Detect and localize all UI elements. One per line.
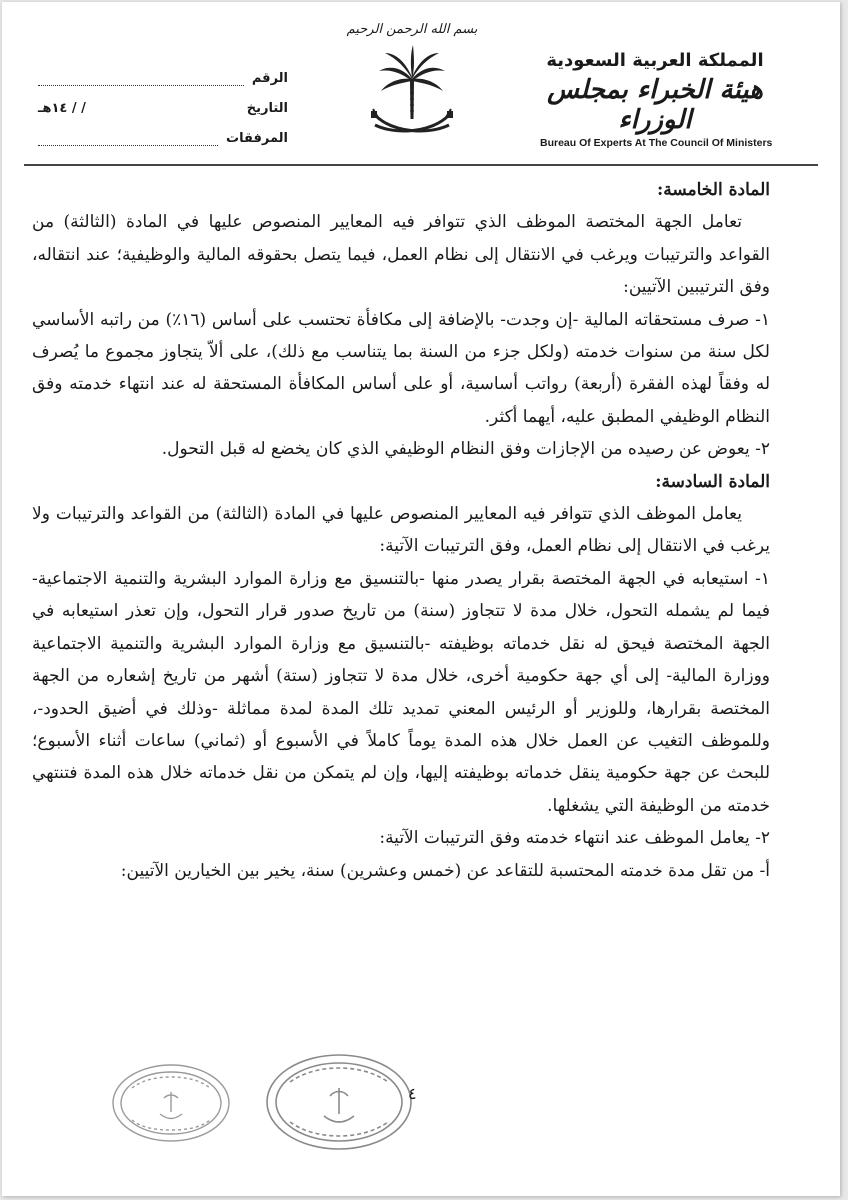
document-body <box>32 174 770 887</box>
item-number: ١- <box>748 568 770 589</box>
date-label: التاريخ <box>246 101 288 116</box>
article5-item-1 <box>32 304 770 434</box>
kingdom-name: المملكة العربية السعودية <box>546 50 764 71</box>
number-line <box>38 71 244 86</box>
organization-header <box>540 50 773 149</box>
article6-item-2 <box>32 822 770 854</box>
bureau-name-english: Bureau Of Experts At The Council Of Ministers <box>540 137 773 149</box>
reference-fields <box>38 64 288 154</box>
article6-heading: المادة السادسة: <box>655 471 770 492</box>
article6-intro: يعامل الموظف الذي تتوافر فيه المعايير المنصوص عليها في المادة (الثالثة) من القواعد والترتيبات ولا يرغب في الانتقال إلى نظام العمل، وفق الترتيبات الآتية: <box>32 504 770 557</box>
article6-subitem-a <box>32 855 770 887</box>
page-number: ٤ <box>408 1084 417 1103</box>
item-text: صرف مستحقاته المالية -إن وجدت- بالإضافة إلى مكافأة تحتسب على أساس (١٦٪) من راتبه الأساسي لكل سنة من سنوات خدمته (ولكل جزء من السنة بما يتناسب مع ذلك)، على ألاّ يتجاوز مجموع ما يُصرف له وفقاً لهذه الفقرة (أربعة) رواتب أساسية، أو على أساس المكافأة المستحقة له عند انتهاء خدمته وفق النظام الوظيفي المطبق عليه، أيهما أكثر. <box>32 309 770 427</box>
item-text: يعوض عن رصيده من الإجازات وفق النظام الوظيفي الذي كان يخضع له قبل التحول. <box>161 439 750 460</box>
article5-intro: تعامل الجهة المختصة الموظف الذي تتوافر فيه المعايير المنصوص عليها في المادة (الثالثة) من القواعد والترتيبات ويرغب في الانتقال إلى نظام العمل، فيما يتصل بحقوقه المالية والوظيفية؛ عند انتقاله، وفق الترتيبين الآتيين: <box>32 212 770 298</box>
subitem-text: من تقل مدة خدمته المحتسبة للتقاعد عن (خمس وعشرين) سنة، يخير بين الخيارين الآتيين: <box>120 860 755 881</box>
subitem-label: أ- <box>754 860 770 881</box>
item-number: ٢- <box>749 828 770 849</box>
header-divider <box>24 164 818 166</box>
item-text: استيعابه في الجهة المختصة بقرار يصدر منها -بالتنسيق مع وزارة الموارد البشرية والتنمية الاجتماعية- فيما لم يشمله التحول، خلال مدة لا تتجاوز (سنة) من تاريخ صدور قرار التحول، وإن تعذر استيعابه في الجهة المختصة فيحق له نقل خدماته بوظيفته -بالتنسيق مع وزارة الموارد البشرية والتنمية الاجتماعية ووزارة المالية- إلى أي جهة حكومية أخرى، خلال مدة لا تتجاوز (ستة) أشهر من تاريخ إشعاره من الجهة المختصة بقرارها، وللوزير أو الرئيس المعني تمديد تلك المدة لمدة مماثلة -وذلك في أضيق الحدود-، وللموظف التغيب عن العمل خلال هذه المدة يوماً كاملاً في الأسبوع أو (ثماني) ساعات أثناء الأسبوع؛ للبحث عن جهة حكومية ينقل خدماته بوظيفته إليها، وإن لم يتمكن من نقل خدماته خلال هذه المدة فتنتهي خدمته من الوظيفة التي يشغلها. <box>32 568 770 816</box>
number-label: الرقم <box>251 71 288 86</box>
basmala: بسم الله الرحمن الرحيم <box>346 22 478 37</box>
number-field <box>38 64 288 86</box>
bureau-name-arabic: هيئة الخبراء بمجلس الوزراء <box>547 75 763 135</box>
official-seal-right-icon <box>264 1052 414 1152</box>
document-page <box>2 2 840 1196</box>
item-text: يعامل الموظف عند انتهاء خدمته وفق الترتيبات الآتية: <box>379 828 750 849</box>
item-number: ١- <box>749 309 771 330</box>
item-number: ٢- <box>749 439 770 460</box>
date-field <box>38 94 288 116</box>
article6-item-1 <box>32 563 770 822</box>
attachments-label: المرفقات <box>226 131 288 146</box>
article5-item-2 <box>32 433 770 465</box>
emblem-block <box>327 22 497 141</box>
palm-swords-emblem-icon <box>367 41 457 141</box>
date-value: / / ١٤هـ <box>38 101 86 116</box>
official-seal-left-icon <box>110 1062 232 1144</box>
article5-heading: المادة الخامسة: <box>656 180 770 200</box>
attachments-line <box>38 131 218 146</box>
attachments-field <box>38 124 288 146</box>
